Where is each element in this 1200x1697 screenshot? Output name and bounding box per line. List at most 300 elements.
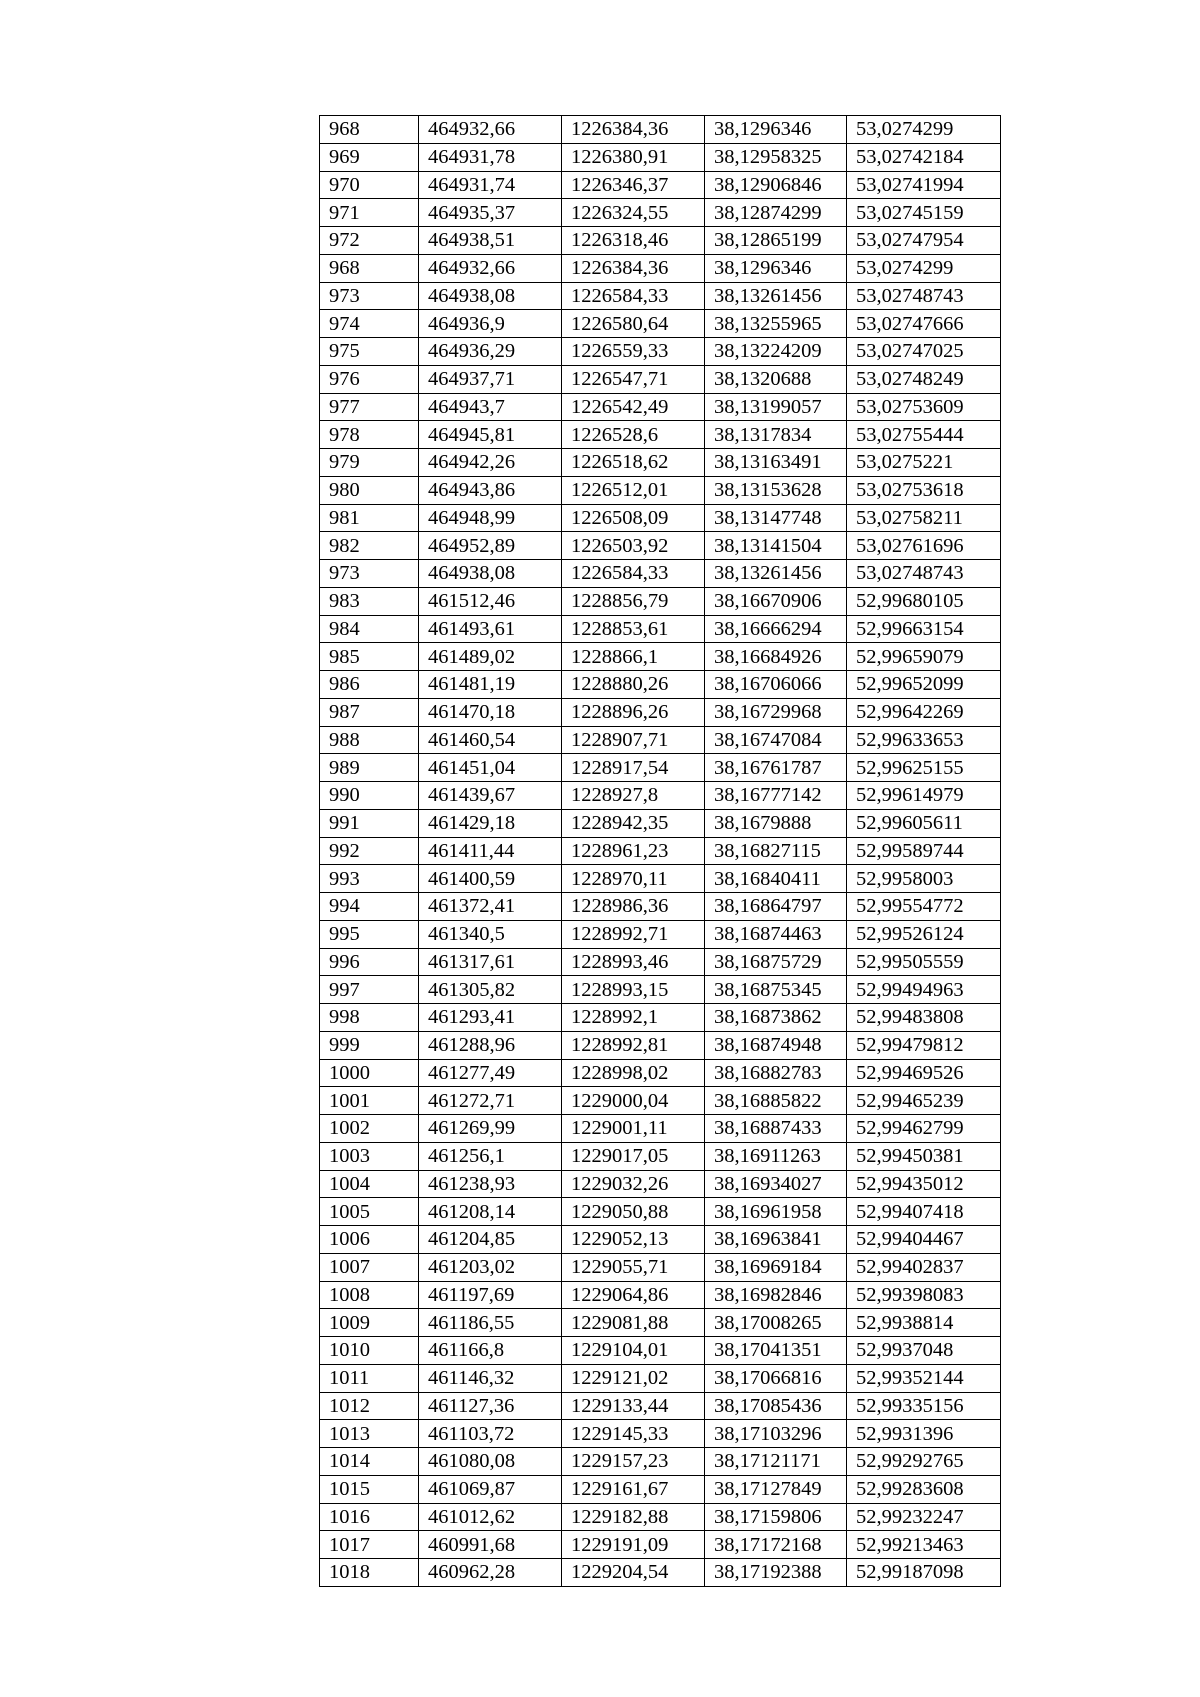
latitude-cell: 52,99469526 <box>847 1059 1001 1087</box>
point-number-cell: 999 <box>320 1031 419 1059</box>
x-coordinate-cell: 461493,61 <box>419 615 562 643</box>
table-row <box>320 532 1001 560</box>
latitude-cell: 52,99494963 <box>847 976 1001 1004</box>
longitude-cell: 38,16875345 <box>705 976 847 1004</box>
point-number-cell: 991 <box>320 809 419 837</box>
table-row <box>320 449 1001 477</box>
y-coordinate-cell: 1229204,54 <box>562 1559 705 1587</box>
latitude-cell: 53,02758211 <box>847 504 1001 532</box>
longitude-cell: 38,1320688 <box>705 365 847 393</box>
y-coordinate-cell: 1229032,26 <box>562 1170 705 1198</box>
latitude-cell: 52,99232247 <box>847 1503 1001 1531</box>
coordinates-table-body <box>320 116 1001 1587</box>
latitude-cell: 52,9958003 <box>847 865 1001 893</box>
table-row <box>320 754 1001 782</box>
coordinates-table <box>319 115 1001 1587</box>
longitude-cell: 38,16911263 <box>705 1142 847 1170</box>
table-row <box>320 1059 1001 1087</box>
y-coordinate-cell: 1226547,71 <box>562 365 705 393</box>
longitude-cell: 38,16875729 <box>705 948 847 976</box>
y-coordinate-cell: 1226580,64 <box>562 310 705 338</box>
latitude-cell: 52,99589744 <box>847 837 1001 865</box>
latitude-cell: 53,02747025 <box>847 338 1001 366</box>
x-coordinate-cell: 464943,7 <box>419 393 562 421</box>
y-coordinate-cell: 1226542,49 <box>562 393 705 421</box>
latitude-cell: 52,99404467 <box>847 1226 1001 1254</box>
y-coordinate-cell: 1229133,44 <box>562 1392 705 1420</box>
x-coordinate-cell: 464945,81 <box>419 421 562 449</box>
point-number-cell: 1011 <box>320 1364 419 1392</box>
longitude-cell: 38,16882783 <box>705 1059 847 1087</box>
table-row <box>320 671 1001 699</box>
x-coordinate-cell: 464938,08 <box>419 560 562 588</box>
longitude-cell: 38,17066816 <box>705 1364 847 1392</box>
longitude-cell: 38,17008265 <box>705 1309 847 1337</box>
x-coordinate-cell: 464938,51 <box>419 227 562 255</box>
latitude-cell: 52,99605611 <box>847 809 1001 837</box>
longitude-cell: 38,16666294 <box>705 615 847 643</box>
longitude-cell: 38,1679888 <box>705 809 847 837</box>
latitude-cell: 52,99407418 <box>847 1198 1001 1226</box>
latitude-cell: 52,99479812 <box>847 1031 1001 1059</box>
table-row <box>320 948 1001 976</box>
y-coordinate-cell: 1229064,86 <box>562 1281 705 1309</box>
point-number-cell: 975 <box>320 338 419 366</box>
y-coordinate-cell: 1226512,01 <box>562 476 705 504</box>
latitude-cell: 53,02747954 <box>847 227 1001 255</box>
x-coordinate-cell: 461197,69 <box>419 1281 562 1309</box>
table-row <box>320 1392 1001 1420</box>
point-number-cell: 990 <box>320 782 419 810</box>
y-coordinate-cell: 1228866,1 <box>562 643 705 671</box>
longitude-cell: 38,16887433 <box>705 1115 847 1143</box>
point-number-cell: 1001 <box>320 1087 419 1115</box>
table-row <box>320 227 1001 255</box>
table-row <box>320 365 1001 393</box>
latitude-cell: 53,02741994 <box>847 171 1001 199</box>
table-row <box>320 643 1001 671</box>
longitude-cell: 38,16885822 <box>705 1087 847 1115</box>
point-number-cell: 994 <box>320 893 419 921</box>
y-coordinate-cell: 1228992,81 <box>562 1031 705 1059</box>
longitude-cell: 38,17041351 <box>705 1337 847 1365</box>
table-row <box>320 282 1001 310</box>
latitude-cell: 52,99398083 <box>847 1281 1001 1309</box>
longitude-cell: 38,16729968 <box>705 698 847 726</box>
longitude-cell: 38,12874299 <box>705 199 847 227</box>
table-row <box>320 199 1001 227</box>
point-number-cell: 968 <box>320 116 419 144</box>
longitude-cell: 38,16963841 <box>705 1226 847 1254</box>
table-row <box>320 698 1001 726</box>
longitude-cell: 38,17085436 <box>705 1392 847 1420</box>
y-coordinate-cell: 1228942,35 <box>562 809 705 837</box>
y-coordinate-cell: 1226380,91 <box>562 143 705 171</box>
latitude-cell: 52,99625155 <box>847 754 1001 782</box>
y-coordinate-cell: 1226559,33 <box>562 338 705 366</box>
longitude-cell: 38,13255965 <box>705 310 847 338</box>
x-coordinate-cell: 464935,37 <box>419 199 562 227</box>
x-coordinate-cell: 461481,19 <box>419 671 562 699</box>
y-coordinate-cell: 1228993,15 <box>562 976 705 1004</box>
latitude-cell: 52,99652099 <box>847 671 1001 699</box>
table-row <box>320 1531 1001 1559</box>
longitude-cell: 38,16747084 <box>705 726 847 754</box>
table-row <box>320 338 1001 366</box>
longitude-cell: 38,16840411 <box>705 865 847 893</box>
longitude-cell: 38,17121171 <box>705 1448 847 1476</box>
table-row <box>320 1087 1001 1115</box>
table-row <box>320 1142 1001 1170</box>
latitude-cell: 52,99642269 <box>847 698 1001 726</box>
point-number-cell: 996 <box>320 948 419 976</box>
x-coordinate-cell: 461203,02 <box>419 1253 562 1281</box>
longitude-cell: 38,1317834 <box>705 421 847 449</box>
x-coordinate-cell: 464931,78 <box>419 143 562 171</box>
latitude-cell: 52,99450381 <box>847 1142 1001 1170</box>
point-number-cell: 1018 <box>320 1559 419 1587</box>
x-coordinate-cell: 461012,62 <box>419 1503 562 1531</box>
latitude-cell: 52,99614979 <box>847 782 1001 810</box>
latitude-cell: 53,02748249 <box>847 365 1001 393</box>
x-coordinate-cell: 461269,99 <box>419 1115 562 1143</box>
longitude-cell: 38,12958325 <box>705 143 847 171</box>
point-number-cell: 972 <box>320 227 419 255</box>
table-row <box>320 1364 1001 1392</box>
point-number-cell: 984 <box>320 615 419 643</box>
y-coordinate-cell: 1229145,33 <box>562 1420 705 1448</box>
longitude-cell: 38,12865199 <box>705 227 847 255</box>
y-coordinate-cell: 1226346,37 <box>562 171 705 199</box>
latitude-cell: 53,0274299 <box>847 116 1001 144</box>
x-coordinate-cell: 464932,66 <box>419 254 562 282</box>
x-coordinate-cell: 461080,08 <box>419 1448 562 1476</box>
longitude-cell: 38,13261456 <box>705 560 847 588</box>
point-number-cell: 995 <box>320 920 419 948</box>
y-coordinate-cell: 1228992,1 <box>562 1004 705 1032</box>
y-coordinate-cell: 1226518,62 <box>562 449 705 477</box>
table-row <box>320 1253 1001 1281</box>
point-number-cell: 976 <box>320 365 419 393</box>
table-row <box>320 615 1001 643</box>
x-coordinate-cell: 460991,68 <box>419 1531 562 1559</box>
table-row <box>320 421 1001 449</box>
x-coordinate-cell: 464943,86 <box>419 476 562 504</box>
latitude-cell: 53,0274299 <box>847 254 1001 282</box>
point-number-cell: 1010 <box>320 1337 419 1365</box>
y-coordinate-cell: 1228986,36 <box>562 893 705 921</box>
y-coordinate-cell: 1228853,61 <box>562 615 705 643</box>
x-coordinate-cell: 461451,04 <box>419 754 562 782</box>
longitude-cell: 38,12906846 <box>705 171 847 199</box>
point-number-cell: 983 <box>320 587 419 615</box>
latitude-cell: 52,99659079 <box>847 643 1001 671</box>
table-row <box>320 560 1001 588</box>
x-coordinate-cell: 461512,46 <box>419 587 562 615</box>
x-coordinate-cell: 461272,71 <box>419 1087 562 1115</box>
longitude-cell: 38,13199057 <box>705 393 847 421</box>
point-number-cell: 977 <box>320 393 419 421</box>
latitude-cell: 53,02755444 <box>847 421 1001 449</box>
latitude-cell: 53,0275221 <box>847 449 1001 477</box>
x-coordinate-cell: 461204,85 <box>419 1226 562 1254</box>
longitude-cell: 38,17127849 <box>705 1475 847 1503</box>
latitude-cell: 52,99352144 <box>847 1364 1001 1392</box>
x-coordinate-cell: 461429,18 <box>419 809 562 837</box>
point-number-cell: 1008 <box>320 1281 419 1309</box>
latitude-cell: 52,99483808 <box>847 1004 1001 1032</box>
y-coordinate-cell: 1226508,09 <box>562 504 705 532</box>
table-row <box>320 1198 1001 1226</box>
point-number-cell: 985 <box>320 643 419 671</box>
latitude-cell: 52,99402837 <box>847 1253 1001 1281</box>
point-number-cell: 1005 <box>320 1198 419 1226</box>
table-row <box>320 143 1001 171</box>
table-row <box>320 1309 1001 1337</box>
point-number-cell: 979 <box>320 449 419 477</box>
x-coordinate-cell: 464942,26 <box>419 449 562 477</box>
latitude-cell: 52,9938814 <box>847 1309 1001 1337</box>
latitude-cell: 53,02745159 <box>847 199 1001 227</box>
longitude-cell: 38,13163491 <box>705 449 847 477</box>
point-number-cell: 998 <box>320 1004 419 1032</box>
latitude-cell: 52,99335156 <box>847 1392 1001 1420</box>
point-number-cell: 973 <box>320 282 419 310</box>
point-number-cell: 997 <box>320 976 419 1004</box>
x-coordinate-cell: 461127,36 <box>419 1392 562 1420</box>
latitude-cell: 52,99465239 <box>847 1087 1001 1115</box>
y-coordinate-cell: 1229182,88 <box>562 1503 705 1531</box>
latitude-cell: 53,02753609 <box>847 393 1001 421</box>
y-coordinate-cell: 1226584,33 <box>562 282 705 310</box>
y-coordinate-cell: 1229000,04 <box>562 1087 705 1115</box>
y-coordinate-cell: 1226384,36 <box>562 254 705 282</box>
point-number-cell: 971 <box>320 199 419 227</box>
table-row <box>320 893 1001 921</box>
y-coordinate-cell: 1226324,55 <box>562 199 705 227</box>
longitude-cell: 38,16873862 <box>705 1004 847 1032</box>
point-number-cell: 986 <box>320 671 419 699</box>
longitude-cell: 38,17103296 <box>705 1420 847 1448</box>
table-row <box>320 116 1001 144</box>
latitude-cell: 52,99505559 <box>847 948 1001 976</box>
longitude-cell: 38,13224209 <box>705 338 847 366</box>
longitude-cell: 38,16761787 <box>705 754 847 782</box>
point-number-cell: 993 <box>320 865 419 893</box>
latitude-cell: 52,99663154 <box>847 615 1001 643</box>
y-coordinate-cell: 1229121,02 <box>562 1364 705 1392</box>
table-row <box>320 837 1001 865</box>
latitude-cell: 52,99435012 <box>847 1170 1001 1198</box>
table-row <box>320 1503 1001 1531</box>
x-coordinate-cell: 461340,5 <box>419 920 562 948</box>
x-coordinate-cell: 461411,44 <box>419 837 562 865</box>
longitude-cell: 38,1296346 <box>705 254 847 282</box>
latitude-cell: 52,99633653 <box>847 726 1001 754</box>
longitude-cell: 38,16874463 <box>705 920 847 948</box>
table-row <box>320 393 1001 421</box>
latitude-cell: 53,02761696 <box>847 532 1001 560</box>
x-coordinate-cell: 461146,32 <box>419 1364 562 1392</box>
x-coordinate-cell: 461277,49 <box>419 1059 562 1087</box>
latitude-cell: 52,99283608 <box>847 1475 1001 1503</box>
table-row <box>320 976 1001 1004</box>
longitude-cell: 38,16670906 <box>705 587 847 615</box>
point-number-cell: 1012 <box>320 1392 419 1420</box>
y-coordinate-cell: 1226503,92 <box>562 532 705 560</box>
point-number-cell: 1013 <box>320 1420 419 1448</box>
table-row <box>320 171 1001 199</box>
table-row <box>320 504 1001 532</box>
x-coordinate-cell: 461372,41 <box>419 893 562 921</box>
x-coordinate-cell: 461069,87 <box>419 1475 562 1503</box>
y-coordinate-cell: 1226384,36 <box>562 116 705 144</box>
table-row <box>320 1281 1001 1309</box>
point-number-cell: 1002 <box>320 1115 419 1143</box>
y-coordinate-cell: 1229081,88 <box>562 1309 705 1337</box>
table-row <box>320 1031 1001 1059</box>
x-coordinate-cell: 464938,08 <box>419 282 562 310</box>
longitude-cell: 38,16969184 <box>705 1253 847 1281</box>
point-number-cell: 1007 <box>320 1253 419 1281</box>
longitude-cell: 38,13153628 <box>705 476 847 504</box>
latitude-cell: 52,99187098 <box>847 1559 1001 1587</box>
latitude-cell: 53,02748743 <box>847 282 1001 310</box>
x-coordinate-cell: 460962,28 <box>419 1559 562 1587</box>
y-coordinate-cell: 1228856,79 <box>562 587 705 615</box>
y-coordinate-cell: 1228907,71 <box>562 726 705 754</box>
x-coordinate-cell: 461470,18 <box>419 698 562 726</box>
table-row <box>320 1448 1001 1476</box>
latitude-cell: 52,9931396 <box>847 1420 1001 1448</box>
longitude-cell: 38,13147748 <box>705 504 847 532</box>
point-number-cell: 982 <box>320 532 419 560</box>
point-number-cell: 1006 <box>320 1226 419 1254</box>
y-coordinate-cell: 1228992,71 <box>562 920 705 948</box>
latitude-cell: 53,02742184 <box>847 143 1001 171</box>
table-row <box>320 1337 1001 1365</box>
x-coordinate-cell: 461166,8 <box>419 1337 562 1365</box>
x-coordinate-cell: 461103,72 <box>419 1420 562 1448</box>
table-row <box>320 1559 1001 1587</box>
table-row <box>320 1475 1001 1503</box>
table-row <box>320 254 1001 282</box>
point-number-cell: 1016 <box>320 1503 419 1531</box>
latitude-cell: 53,02747666 <box>847 310 1001 338</box>
table-row <box>320 920 1001 948</box>
longitude-cell: 38,17192388 <box>705 1559 847 1587</box>
y-coordinate-cell: 1229001,11 <box>562 1115 705 1143</box>
point-number-cell: 1014 <box>320 1448 419 1476</box>
y-coordinate-cell: 1228896,26 <box>562 698 705 726</box>
latitude-cell: 53,02753618 <box>847 476 1001 504</box>
x-coordinate-cell: 464937,71 <box>419 365 562 393</box>
latitude-cell: 52,99213463 <box>847 1531 1001 1559</box>
y-coordinate-cell: 1226528,6 <box>562 421 705 449</box>
point-number-cell: 992 <box>320 837 419 865</box>
x-coordinate-cell: 461186,55 <box>419 1309 562 1337</box>
x-coordinate-cell: 464948,99 <box>419 504 562 532</box>
y-coordinate-cell: 1228961,23 <box>562 837 705 865</box>
table-row <box>320 782 1001 810</box>
latitude-cell: 52,99526124 <box>847 920 1001 948</box>
longitude-cell: 38,16706066 <box>705 671 847 699</box>
x-coordinate-cell: 464932,66 <box>419 116 562 144</box>
point-number-cell: 973 <box>320 560 419 588</box>
y-coordinate-cell: 1228970,11 <box>562 865 705 893</box>
point-number-cell: 974 <box>320 310 419 338</box>
x-coordinate-cell: 461238,93 <box>419 1170 562 1198</box>
table-row <box>320 726 1001 754</box>
longitude-cell: 38,16982846 <box>705 1281 847 1309</box>
longitude-cell: 38,16874948 <box>705 1031 847 1059</box>
point-number-cell: 1004 <box>320 1170 419 1198</box>
x-coordinate-cell: 461439,67 <box>419 782 562 810</box>
point-number-cell: 978 <box>320 421 419 449</box>
latitude-cell: 52,99554772 <box>847 893 1001 921</box>
x-coordinate-cell: 461317,61 <box>419 948 562 976</box>
longitude-cell: 38,16777142 <box>705 782 847 810</box>
table-row <box>320 1170 1001 1198</box>
table-row <box>320 809 1001 837</box>
point-number-cell: 987 <box>320 698 419 726</box>
point-number-cell: 1015 <box>320 1475 419 1503</box>
point-number-cell: 969 <box>320 143 419 171</box>
x-coordinate-cell: 464936,9 <box>419 310 562 338</box>
longitude-cell: 38,16961958 <box>705 1198 847 1226</box>
y-coordinate-cell: 1228998,02 <box>562 1059 705 1087</box>
longitude-cell: 38,16684926 <box>705 643 847 671</box>
y-coordinate-cell: 1229017,05 <box>562 1142 705 1170</box>
table-row <box>320 865 1001 893</box>
latitude-cell: 53,02748743 <box>847 560 1001 588</box>
y-coordinate-cell: 1228993,46 <box>562 948 705 976</box>
longitude-cell: 38,17172168 <box>705 1531 847 1559</box>
x-coordinate-cell: 461305,82 <box>419 976 562 1004</box>
longitude-cell: 38,16864797 <box>705 893 847 921</box>
point-number-cell: 1000 <box>320 1059 419 1087</box>
longitude-cell: 38,17159806 <box>705 1503 847 1531</box>
longitude-cell: 38,1296346 <box>705 116 847 144</box>
y-coordinate-cell: 1228880,26 <box>562 671 705 699</box>
point-number-cell: 1009 <box>320 1309 419 1337</box>
latitude-cell: 52,99292765 <box>847 1448 1001 1476</box>
x-coordinate-cell: 461293,41 <box>419 1004 562 1032</box>
point-number-cell: 968 <box>320 254 419 282</box>
point-number-cell: 989 <box>320 754 419 782</box>
x-coordinate-cell: 464936,29 <box>419 338 562 366</box>
y-coordinate-cell: 1229055,71 <box>562 1253 705 1281</box>
longitude-cell: 38,16934027 <box>705 1170 847 1198</box>
point-number-cell: 970 <box>320 171 419 199</box>
point-number-cell: 988 <box>320 726 419 754</box>
x-coordinate-cell: 464931,74 <box>419 171 562 199</box>
table-row <box>320 587 1001 615</box>
x-coordinate-cell: 461489,02 <box>419 643 562 671</box>
x-coordinate-cell: 461460,54 <box>419 726 562 754</box>
point-number-cell: 981 <box>320 504 419 532</box>
point-number-cell: 980 <box>320 476 419 504</box>
x-coordinate-cell: 461256,1 <box>419 1142 562 1170</box>
y-coordinate-cell: 1228927,8 <box>562 782 705 810</box>
longitude-cell: 38,16827115 <box>705 837 847 865</box>
table-row <box>320 476 1001 504</box>
table-row <box>320 1226 1001 1254</box>
y-coordinate-cell: 1229191,09 <box>562 1531 705 1559</box>
y-coordinate-cell: 1226318,46 <box>562 227 705 255</box>
table-row <box>320 1115 1001 1143</box>
y-coordinate-cell: 1229104,01 <box>562 1337 705 1365</box>
